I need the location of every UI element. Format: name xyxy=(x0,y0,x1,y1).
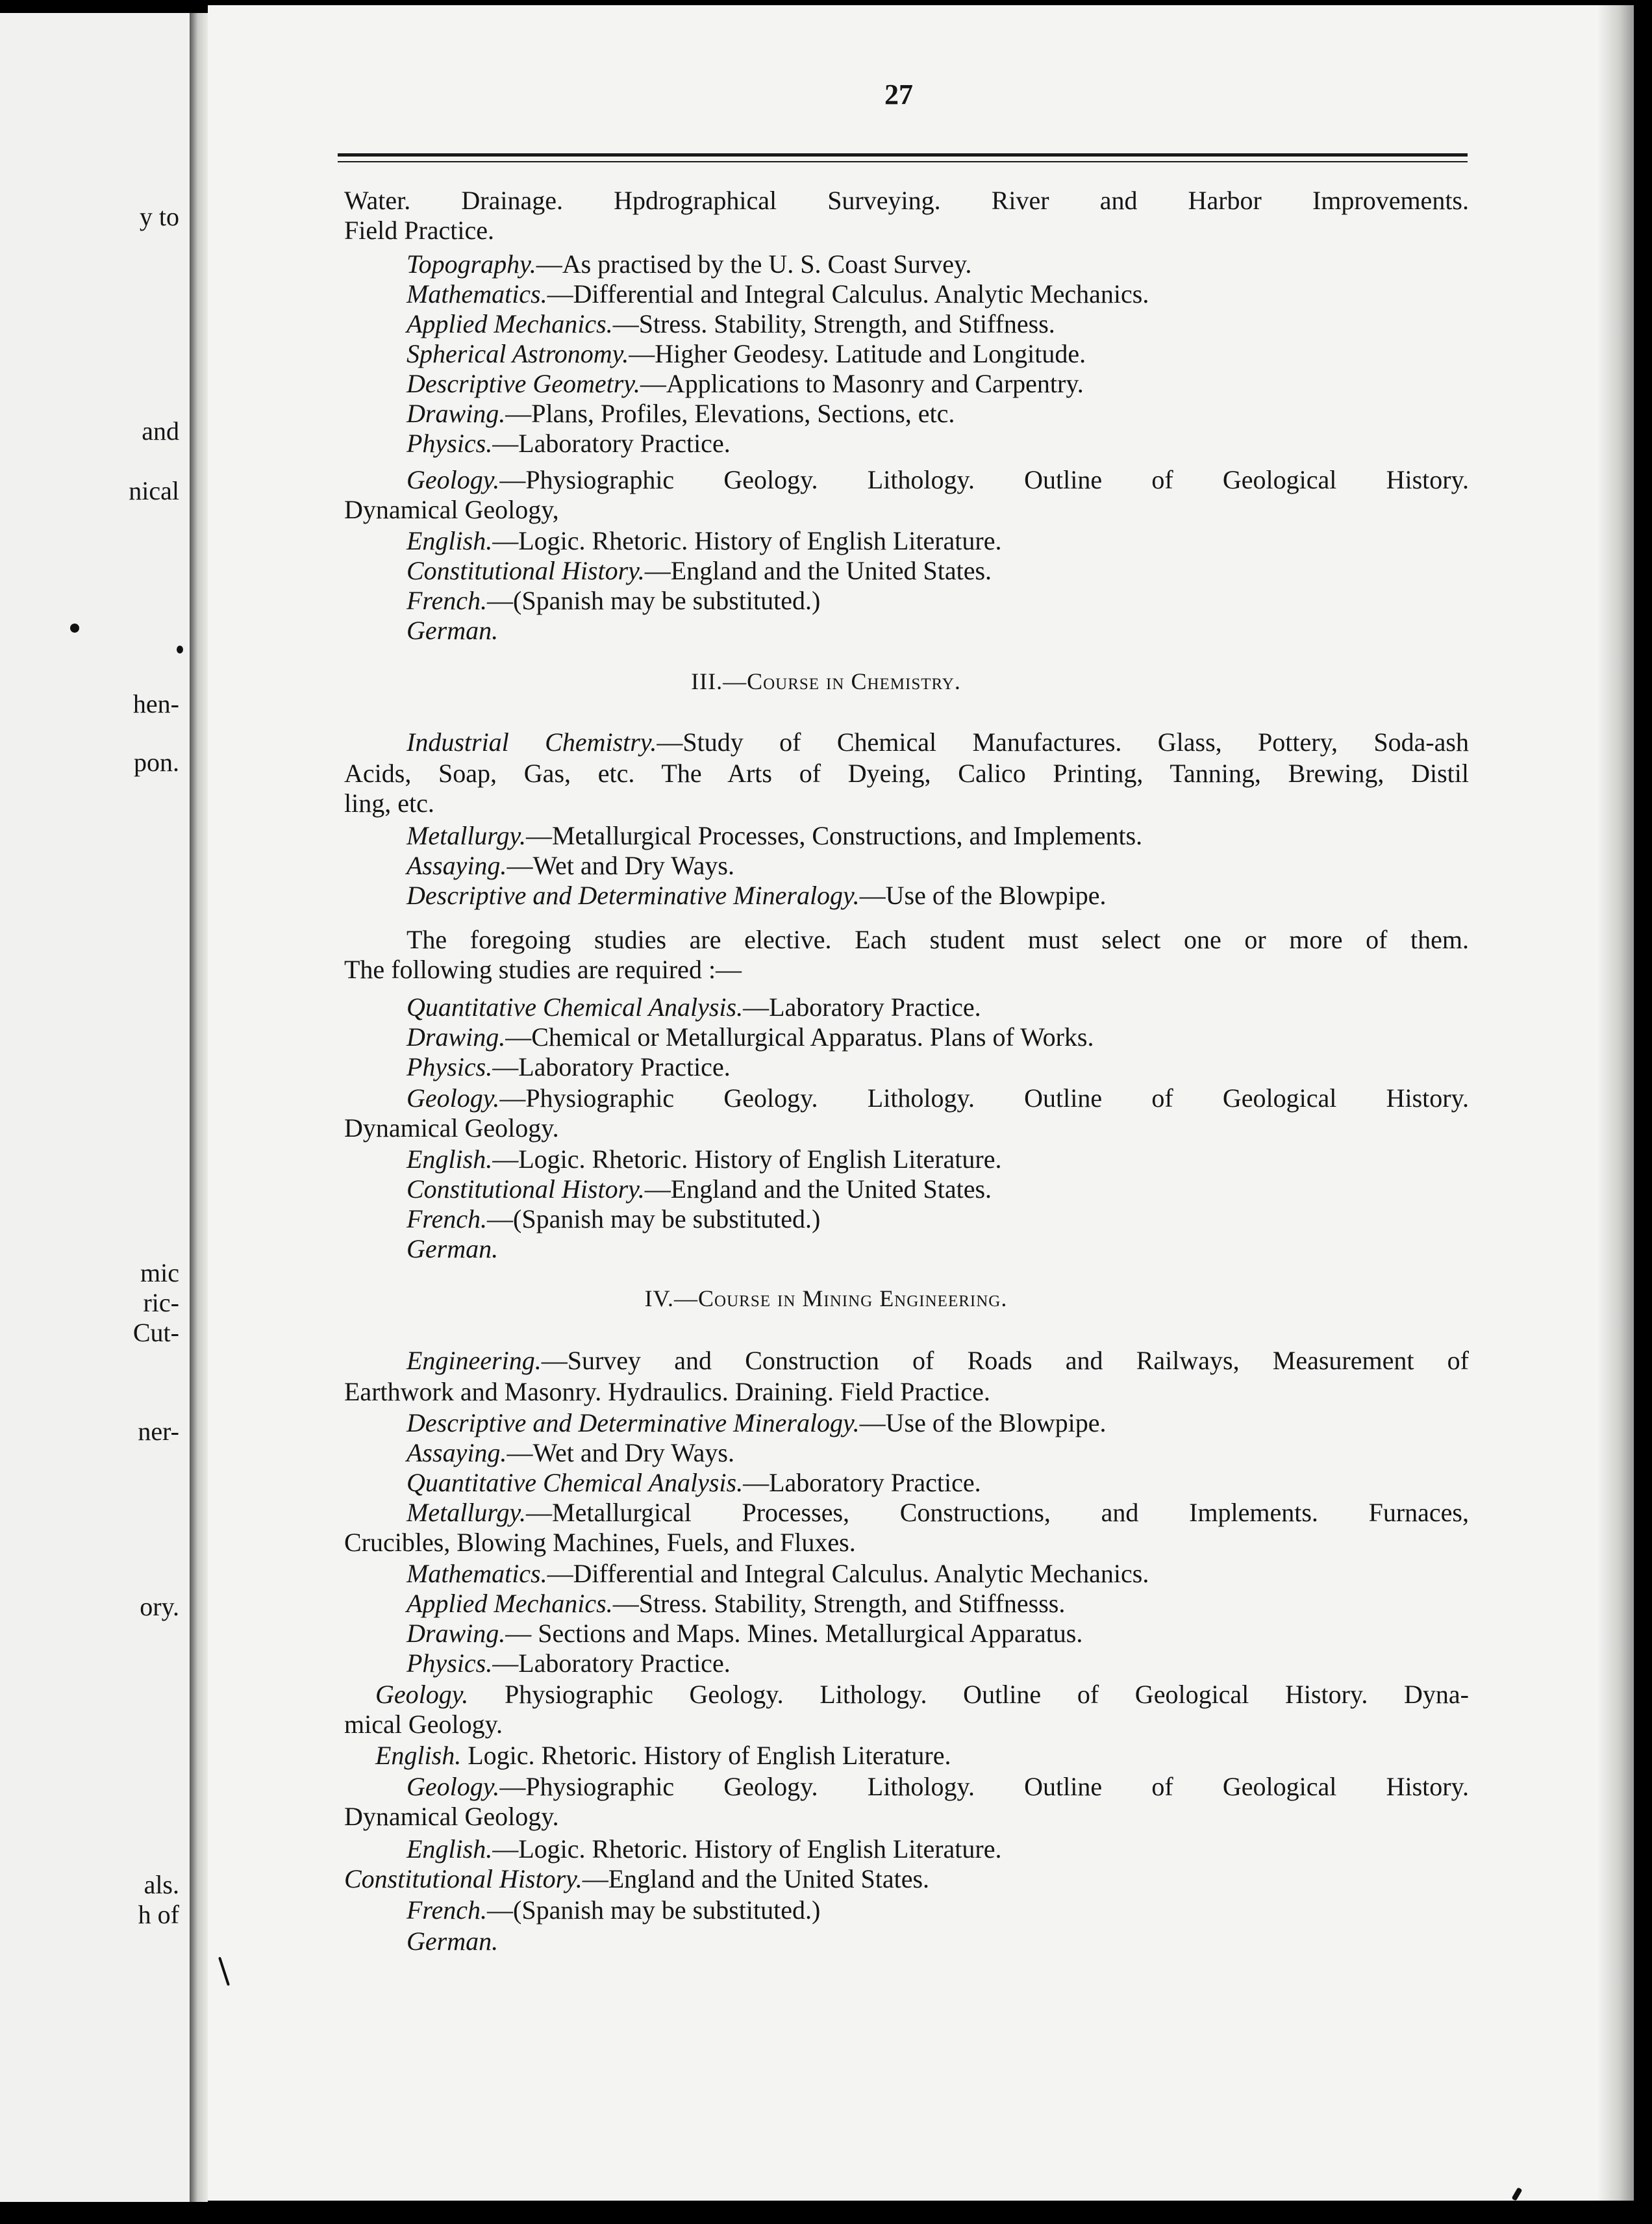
course-topic: German. xyxy=(407,1927,499,1956)
course-line: Geology.—Physiographic Geology. Lithology. Outline of Geological History. xyxy=(407,1772,1469,1801)
course-line xyxy=(407,1927,498,1956)
header-rule-thick xyxy=(338,153,1468,157)
text-line: Acids, Soap, Gas, etc. The Arts of Dyeing, Calico Printing, Tanning, Brewing, Distil xyxy=(344,759,1469,788)
ink-spot xyxy=(70,624,79,633)
course-topic: English. xyxy=(407,1144,493,1174)
course-topic: Quantitative Chemical Analysis. xyxy=(407,992,744,1022)
course-line: French.—(Spanish may be substituted.) xyxy=(407,1895,821,1925)
course-topic: Assaying. xyxy=(407,851,507,880)
left-fragment: Cut- xyxy=(132,1318,179,1347)
course-topic: Constitutional History. xyxy=(344,1864,582,1893)
course-line: English.—Logic. Rhetoric. History of English Literature. xyxy=(407,1144,1002,1174)
course-line: Quantitative Chemical Analysis.—Laboratory Practice. xyxy=(407,1468,981,1497)
text-line: mical Geology. xyxy=(344,1710,503,1739)
course-line: Geology. Physiographic Geology. Lithology. Outline of Geological History. Dyna- xyxy=(375,1680,1469,1709)
course-line: English.—Logic. Rhetoric. History of English Literature. xyxy=(407,526,1002,555)
course-line: Metallurgy.—Metallurgical Processes, Constructions, and Implements. xyxy=(407,821,1143,850)
course-topic: Mathematics. xyxy=(407,1559,547,1588)
course-topic: Constitutional History. xyxy=(407,556,645,585)
course-line: French.—(Spanish may be substituted.) xyxy=(407,586,821,615)
course-topic: Constitutional History. xyxy=(407,1174,645,1204)
course-topic: Descriptive Geometry. xyxy=(407,369,640,398)
course-topic: Drawing. xyxy=(407,1022,506,1052)
course-topic: French. xyxy=(407,1204,488,1233)
course-line: English. Logic. Rhetoric. History of English Literature. xyxy=(375,1741,951,1770)
left-fragment: h of xyxy=(138,1900,179,1929)
text-line: Dynamical Geology, xyxy=(344,495,559,524)
course-line: Physics.—Laboratory Practice. xyxy=(407,1649,731,1678)
course-line: Assaying.—Wet and Dry Ways. xyxy=(407,1438,734,1467)
course-line: Spherical Astronomy.—Higher Geodesy. Latitude and Longitude. xyxy=(407,339,1086,368)
course-line: Metallurgy.—Metallurgical Processes, Constructions, and Implements. Furnaces, xyxy=(407,1498,1469,1527)
course-topic: Descriptive and Determinative Mineralogy. xyxy=(407,881,860,910)
course-topic: Metallurgy. xyxy=(407,821,527,850)
course-topic: Applied Mechanics. xyxy=(407,309,613,338)
section-heading: IV.—Course in Mining Engineering. xyxy=(644,1285,1008,1311)
course-topic: Geology. xyxy=(407,1083,500,1113)
course-line: Physics.—Laboratory Practice. xyxy=(407,1052,731,1081)
page-number: 27 xyxy=(884,79,913,110)
course-line: English.—Logic. Rhetoric. History of English Literature. xyxy=(407,1834,1002,1864)
course-line: Geology.—Physiographic Geology. Lithology. Outline of Geological History. xyxy=(407,1083,1469,1113)
course-line: Descriptive and Determinative Mineralogy.—Use of the Blowpipe. xyxy=(407,881,1107,910)
course-topic: English. xyxy=(407,526,493,555)
course-line: French.—(Spanish may be substituted.) xyxy=(407,1204,821,1233)
course-line: Constitutional History.—England and the United States. xyxy=(344,1864,930,1893)
course-line: Constitutional History.—England and the United States. xyxy=(407,556,992,585)
text-line: Earthwork and Masonry. Hydraulics. Draining. Field Practice. xyxy=(344,1377,990,1406)
course-topic: Applied Mechanics. xyxy=(407,1589,613,1618)
course-line: Drawing.—Plans, Profiles, Elevations, Sections, etc. xyxy=(407,399,955,428)
left-fragment: mic xyxy=(140,1258,179,1287)
course-topic: German. xyxy=(407,1234,499,1263)
left-fragment: nical xyxy=(129,476,179,505)
left-fragment: y to xyxy=(139,202,179,231)
course-topic: Industrial Chemistry. xyxy=(407,727,657,757)
course-line: Constitutional History.—England and the United States. xyxy=(407,1174,992,1204)
right-page-edge xyxy=(1597,5,1634,2201)
course-line: Mathematics.—Differential and Integral Calculus. Analytic Mechanics. xyxy=(407,279,1149,309)
section-heading: III.—Course in Chemistry. xyxy=(691,668,961,694)
course-topic: Descriptive and Determinative Mineralogy. xyxy=(407,1408,860,1437)
course-line: Assaying.—Wet and Dry Ways. xyxy=(407,851,734,880)
course-line: Descriptive and Determinative Mineralogy.—Use of the Blowpipe. xyxy=(407,1408,1107,1437)
course-topic: Drawing. xyxy=(407,1619,506,1648)
course-topic: Quantitative Chemical Analysis. xyxy=(407,1468,744,1497)
left-page-edge xyxy=(0,13,190,2202)
text-line: The foregoing studies are elective. Each student must select one or more of them. xyxy=(407,925,1469,954)
course-topic: Metallurgy. xyxy=(407,1498,527,1527)
course-topic: Physics. xyxy=(407,429,493,458)
course-line: Physics.—Laboratory Practice. xyxy=(407,429,731,458)
left-fragment: ric- xyxy=(143,1288,179,1317)
course-topic: French. xyxy=(407,1895,488,1925)
text-line: The following studies are required :— xyxy=(344,955,742,984)
course-topic: Physics. xyxy=(407,1052,493,1081)
course-topic: Drawing. xyxy=(407,399,506,428)
book-spine xyxy=(190,13,208,2202)
course-topic: Topography. xyxy=(407,249,536,279)
course-topic: Mathematics. xyxy=(407,279,547,309)
course-topic: Geology. xyxy=(407,1772,500,1801)
left-fragment: pon. xyxy=(134,748,179,777)
course-topic: Geology. xyxy=(375,1680,469,1709)
text-line: Dynamical Geology. xyxy=(344,1802,559,1831)
text-line: Field Practice. xyxy=(344,216,495,245)
course-topic: Engineering. xyxy=(407,1346,542,1375)
course-line: Applied Mechanics.—Stress. Stability, Strength, and Stiffness. xyxy=(407,309,1055,338)
text-line: Crucibles, Blowing Machines, Fuels, and Fluxes. xyxy=(344,1528,856,1557)
course-topic: French. xyxy=(407,586,488,615)
header-rule-thin xyxy=(338,161,1468,162)
course-line xyxy=(407,1234,498,1264)
left-fragment: ner- xyxy=(138,1417,179,1446)
course-topic: Spherical Astronomy. xyxy=(407,339,629,368)
course-line: Quantitative Chemical Analysis.—Laboratory Practice. xyxy=(407,992,981,1022)
course-topic: Geology. xyxy=(407,465,500,494)
course-topic: Physics. xyxy=(407,1649,493,1678)
left-fragment: and xyxy=(142,416,179,446)
course-topic: Assaying. xyxy=(407,1438,507,1467)
course-topic: English. xyxy=(407,1834,493,1864)
left-fragment: ory. xyxy=(140,1592,179,1621)
course-topic: English. xyxy=(375,1741,462,1770)
course-line: Topography.—As practised by the U. S. Coast Survey. xyxy=(407,249,972,279)
left-fragment: als. xyxy=(144,1870,179,1899)
course-line: Drawing.—Chemical or Metallurgical Apparatus. Plans of Works. xyxy=(407,1022,1094,1052)
course-topic: German. xyxy=(407,616,499,645)
course-line: Descriptive Geometry.—Applications to Masonry and Carpentry. xyxy=(407,369,1084,398)
left-fragment: hen- xyxy=(132,689,179,718)
course-line xyxy=(407,616,498,646)
text-line: ling, etc. xyxy=(344,789,434,818)
course-line: Engineering.—Survey and Construction of Roads and Railways, Measurement of xyxy=(407,1346,1469,1375)
course-line: Industrial Chemistry.—Study of Chemical Manufactures. Glass, Pottery, Soda-ash xyxy=(407,727,1469,757)
course-line: Geology.—Physiographic Geology. Lithology. Outline of Geological History. xyxy=(407,465,1469,494)
course-line: Drawing.— Sections and Maps. Mines. Metallurgical Apparatus. xyxy=(407,1619,1083,1648)
text-line: Water. Drainage. Hpdrographical Surveying. River and Harbor Improvements. xyxy=(344,186,1469,215)
course-line: Applied Mechanics.—Stress. Stability, Strength, and Stiffnesss. xyxy=(407,1589,1066,1618)
course-line: Mathematics.—Differential and Integral Calculus. Analytic Mechanics. xyxy=(407,1559,1149,1588)
ink-speck xyxy=(177,646,183,653)
text-line: Dynamical Geology. xyxy=(344,1113,559,1143)
